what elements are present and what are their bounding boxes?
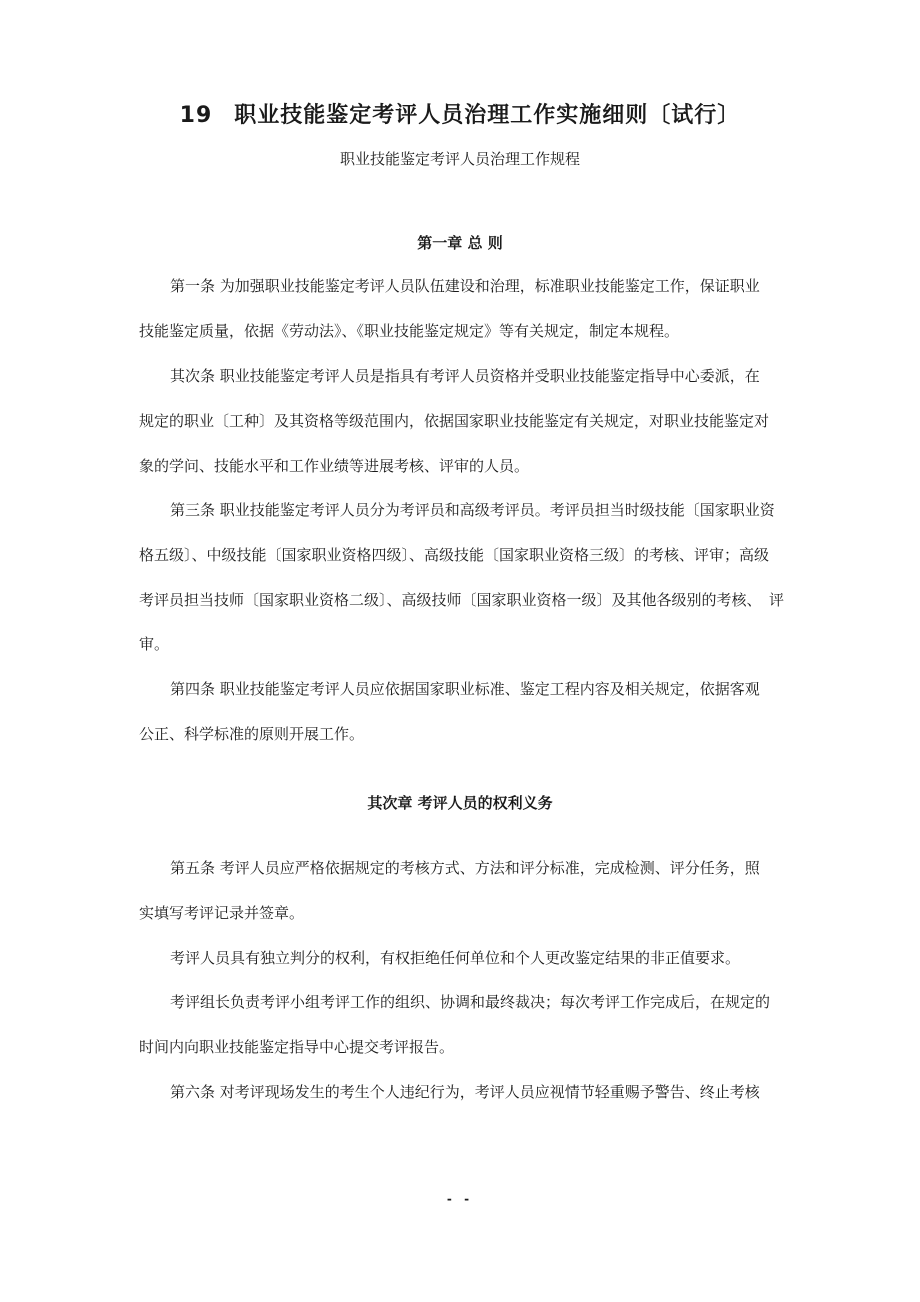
paragraph-line: 其次条 职业技能鉴定考评人员是指具有考评人员资格并受职业技能鉴定指导中心委派，在 (170, 367, 760, 385)
paragraph-line: 第四条 职业技能鉴定考评人员应依据国家职业标准、鉴定工程内容及相关规定，依据客观 (170, 680, 760, 698)
paragraph-line: 考评组长负责考评小组考评工作的组织、协调和最终裁决；每次考评工作完成后，在规定的 (170, 993, 771, 1011)
paragraph-line: 第一条 为加强职业技能鉴定考评人员队伍建设和治理，标准职业技能鉴定工作，保证职业 (170, 277, 760, 295)
chapter-1-heading: 第一章 总 则 (417, 234, 503, 252)
page-footer: - - (446, 1192, 474, 1206)
paragraph-line: 考评员担当技师〔国家职业资格二级〕、高级技师〔国家职业资格一级〕及其他各级别的考核、 评 (139, 591, 785, 609)
paragraph-line: 第五条 考评人员应严格依据规定的考核方式、方法和评分标准，完成检测、评分任务，照 (170, 859, 760, 877)
document-subtitle: 职业技能鉴定考评人员治理工作规程 (339, 150, 580, 168)
paragraph-line: 时间内向职业技能鉴定指导中心提交考评报告。 (139, 1038, 455, 1056)
title-text: 职业技能鉴定考评人员治理工作实施细则〔试行〕 (234, 103, 741, 128)
paragraph-line: 审。 (139, 635, 170, 653)
paragraph-line: 格五级〕、中级技能〔国家职业资格四级〕、高级技能〔国家职业资格三级〕的考核、评审；高级 (139, 546, 770, 564)
paragraph-line: 技能鉴定质量，依据《劳动法》、《职业技能鉴定规定》等有关规定，制定本规程。 (139, 322, 680, 340)
paragraph-line: 公正、科学标准的原则开展工作。 (139, 725, 365, 743)
title-number: 19 (179, 103, 213, 128)
paragraph-line: 实填写考评记录并签章。 (139, 904, 305, 922)
paragraph-line: 象的学问、技能水平和工作业绩等进展考核、评审的人员。 (139, 457, 530, 475)
chapter-2-heading: 其次章 考评人员的权利义务 (367, 794, 553, 812)
paragraph-line: 第三条 职业技能鉴定考评人员分为考评员和高级考评员。考评员担当时级技能〔国家职业资 (170, 501, 775, 519)
document-title (0, 98, 920, 129)
paragraph-line: 考评人员具有独立判分的权利，有权拒绝任何单位和个人更改鉴定结果的非正值要求。 (170, 949, 741, 967)
paragraph-line: 规定的职业〔工种〕及其资格等级范围内，依据国家职业技能鉴定有关规定，对职业技能鉴定对 (139, 412, 770, 430)
paragraph-line: 第六条 对考评现场发生的考生个人违纪行为，考评人员应视情节轻重赐予警告、终止考核 (170, 1083, 760, 1101)
